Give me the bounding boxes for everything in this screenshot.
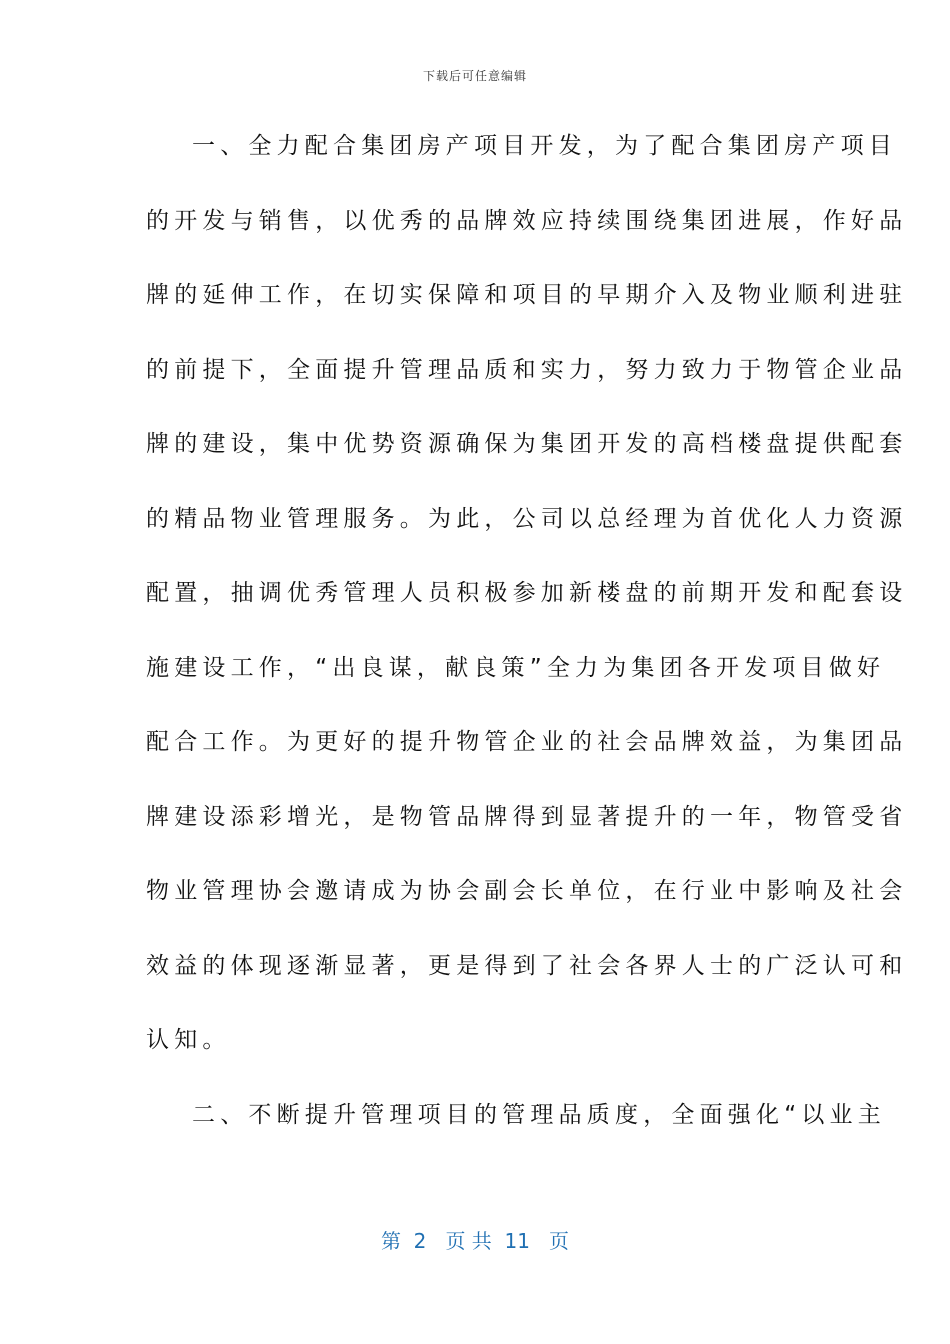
paragraph-line: 牌的延伸工作，在切实保障和项目的早期介入及物业顺利进驻 [146, 282, 908, 308]
paragraph-line: 施建设工作，“出良谋，献良策”全力为集团各开发项目做好 [146, 654, 886, 681]
paragraph-line: 效益的体现逐渐显著，更是得到了社会各界人士的广泛认可和 [146, 952, 908, 979]
paragraph-line: 牌建设添彩增光，是物管品牌得到显著提升的一年，物管受省 [146, 803, 908, 830]
paragraph-line: 牌的建设，集中优势资源确保为集团开发的高档楼盘提供配套 [146, 431, 908, 457]
paragraph-line: 物业管理协会邀请成为协会副会长单位，在行业中影响及社会 [146, 878, 908, 904]
paragraph-line: 的开发与销售，以优秀的品牌效应持续围绕集团进展，作好品 [146, 207, 908, 234]
paragraph-line: 配合工作。为更好的提升物管企业的社会品牌效益，为集团品 [146, 729, 908, 755]
page-number-footer: 第 2 页 共 11 页 [380, 1229, 570, 1253]
paragraph-line: 认知。 [146, 1027, 231, 1053]
document-body [146, 127, 908, 1170]
paragraph-line: 二、不断提升管理项目的管理品质度，全面强化“以业主 [192, 1101, 886, 1128]
paragraph-line: 的精品物业管理服务。为此，公司以总经理为首优化人力资源 [146, 505, 908, 532]
paragraph-line: 的前提下，全面提升管理品质和实力，努力致力于物管企业品 [146, 356, 908, 383]
page-header: 下载后可任意编辑 [422, 69, 527, 83]
paragraph-line: 配置，抽调优秀管理人员积极参加新楼盘的前期开发和配套设 [146, 580, 908, 606]
paragraph-line: 一、全力配合集团房产项目开发，为了配合集团房产项目 [192, 133, 897, 159]
